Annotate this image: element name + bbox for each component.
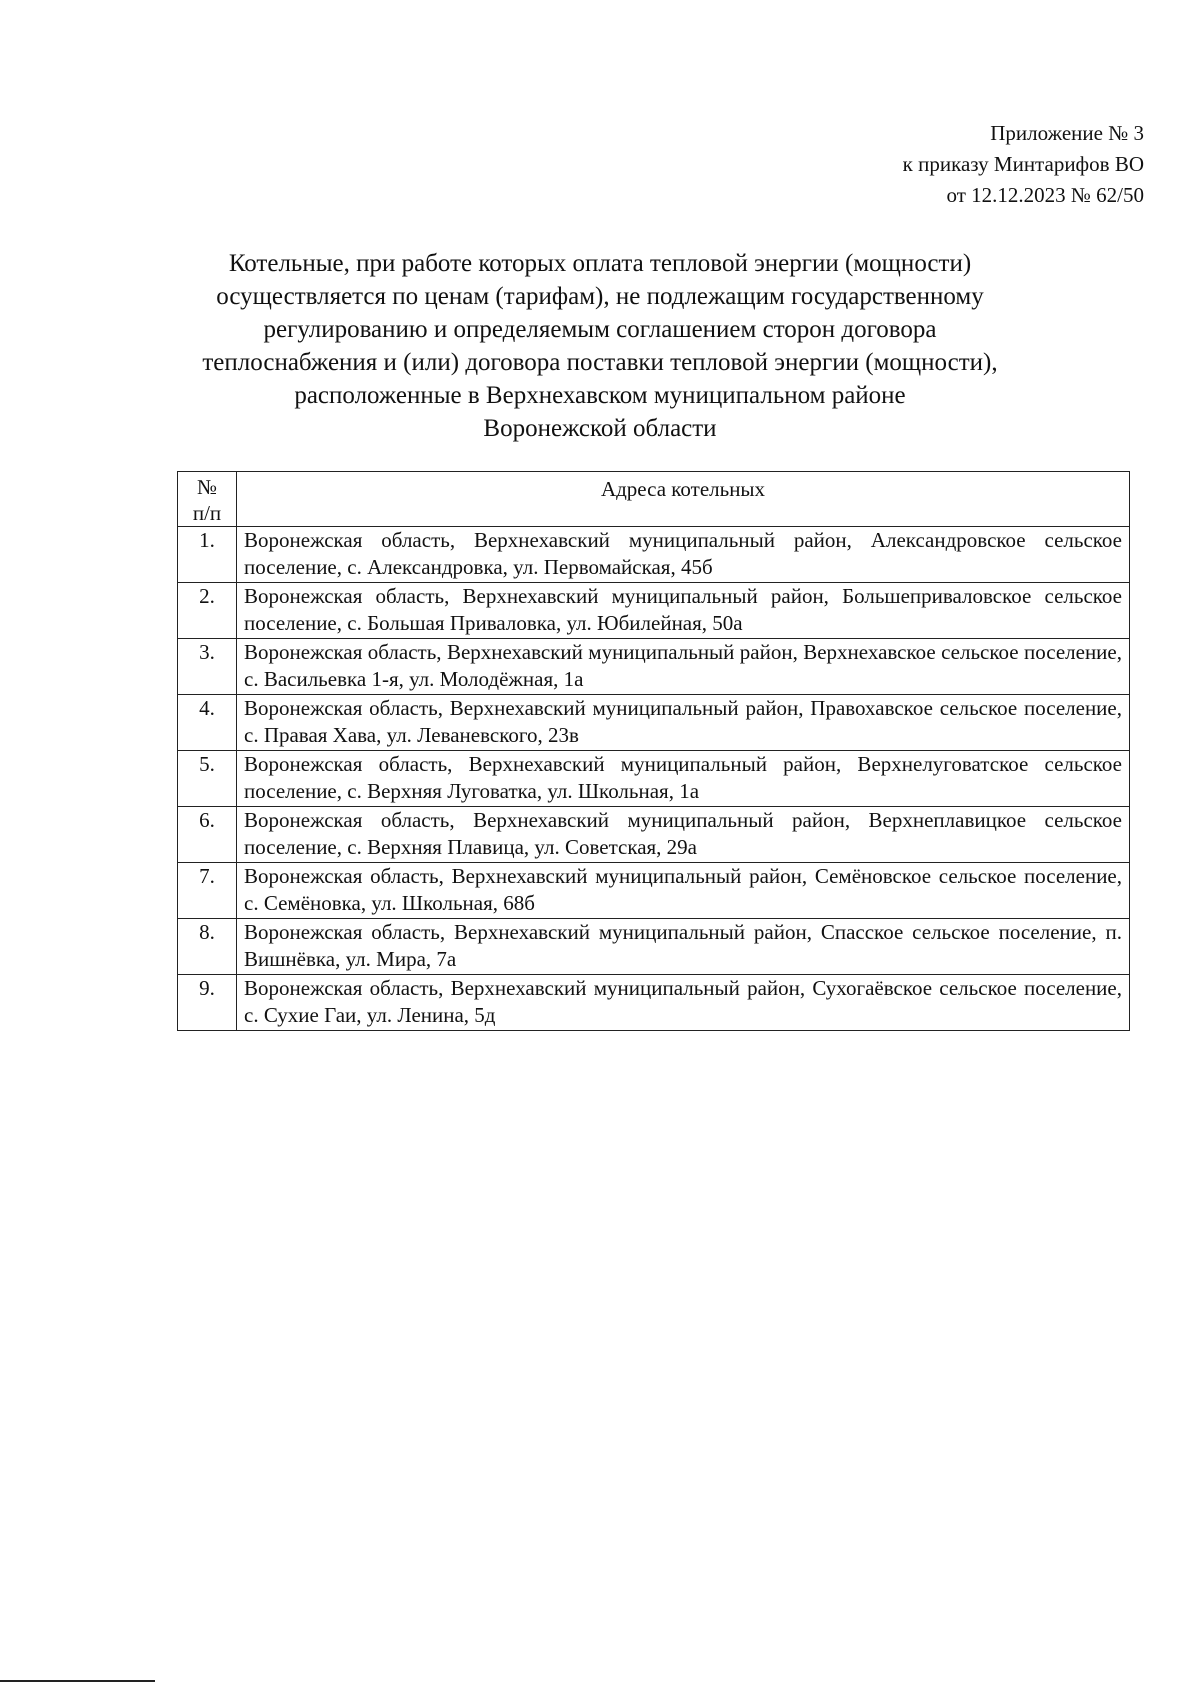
row-number: 1. [178,527,237,583]
table-row [178,807,1130,863]
scan-edge-divider [0,1680,155,1682]
row-address: Воронежская область, Верхнехавский муниципальный район, Большеприваловское сельское поселение, с. Большая Приваловка, ул. Юбилейная, 50а [237,583,1130,639]
title-line: осуществляется по ценам (тарифам), не подлежащим государственному [216,283,984,310]
title-line: регулированию и определяемым соглашением сторон договора [263,316,937,343]
row-number: 2. [178,583,237,639]
row-address: Воронежская область, Верхнехавский муниципальный район, Александровское сельское поселение, с. Александровка, ул. Первомайская, 45б [237,527,1130,583]
row-address: Воронежская область, Верхнехавский муниципальный район, Верхнелуговатское сельское поселение, с. Верхняя Луговатка, ул. Школьная, 1а [237,751,1130,807]
table-row [178,639,1130,695]
title-line: теплоснабжения и (или) договора поставки тепловой энергии (мощности), [202,349,998,376]
row-number: 4. [178,695,237,751]
table-row [178,751,1130,807]
title-line: расположенные в Верхнехавском муниципальном районе [294,382,906,409]
row-address: Воронежская область, Верхнехавский муниципальный район, Правохавское сельское поселение, с. Правая Хава, ул. Леваневского, 23в [237,695,1130,751]
table-row [178,919,1130,975]
row-address: Воронежская область, Верхнехавский муниципальный район, Спасское сельское поселение, п. Вишнёвка, ул. Мира, 7а [237,919,1130,975]
table-row [178,975,1130,1031]
row-number: 9. [178,975,237,1031]
title-line: Воронежской области [483,415,717,442]
row-number: 3. [178,639,237,695]
header-number-symbol: № [196,475,218,499]
row-address: Воронежская область, Верхнехавский муниципальный район, Верхнехавское сельское поселение, с. Васильевка 1-я, ул. Молодёжная, 1а [237,639,1130,695]
table-row [178,695,1130,751]
row-number: 6. [178,807,237,863]
table-row [178,527,1130,583]
appendix-header [903,118,1144,211]
row-number: 5. [178,751,237,807]
boiler-table [177,471,1130,1031]
row-number: 7. [178,863,237,919]
table-row [178,863,1130,919]
appendix-order-ref: к приказу Минтарифов ВО [902,152,1144,176]
table-header-row [178,472,1130,527]
appendix-number: Приложение № 3 [990,121,1144,145]
title-line: Котельные, при работе которых оплата тепловой энергии (мощности) [228,250,972,277]
header-address: Адреса котельных [237,472,1130,527]
row-address: Воронежская область, Верхнехавский муниципальный район, Сухогаёвское сельское поселение, с. Сухие Гаи, ул. Ленина, 5д [237,975,1130,1031]
header-number [178,472,237,527]
header-number-abbr: п/п [192,501,222,525]
row-number: 8. [178,919,237,975]
appendix-order-date: от 12.12.2023 № 62/50 [946,183,1144,207]
row-address: Воронежская область, Верхнехавский муниципальный район, Верхнеплавицкое сельское поселение, с. Верхняя Плавица, ул. Советская, 29а [237,807,1130,863]
table-row [178,583,1130,639]
row-address: Воронежская область, Верхнехавский муниципальный район, Семёновское сельское поселение, с. Семёновка, ул. Школьная, 68б [237,863,1130,919]
document-title [150,247,1050,445]
